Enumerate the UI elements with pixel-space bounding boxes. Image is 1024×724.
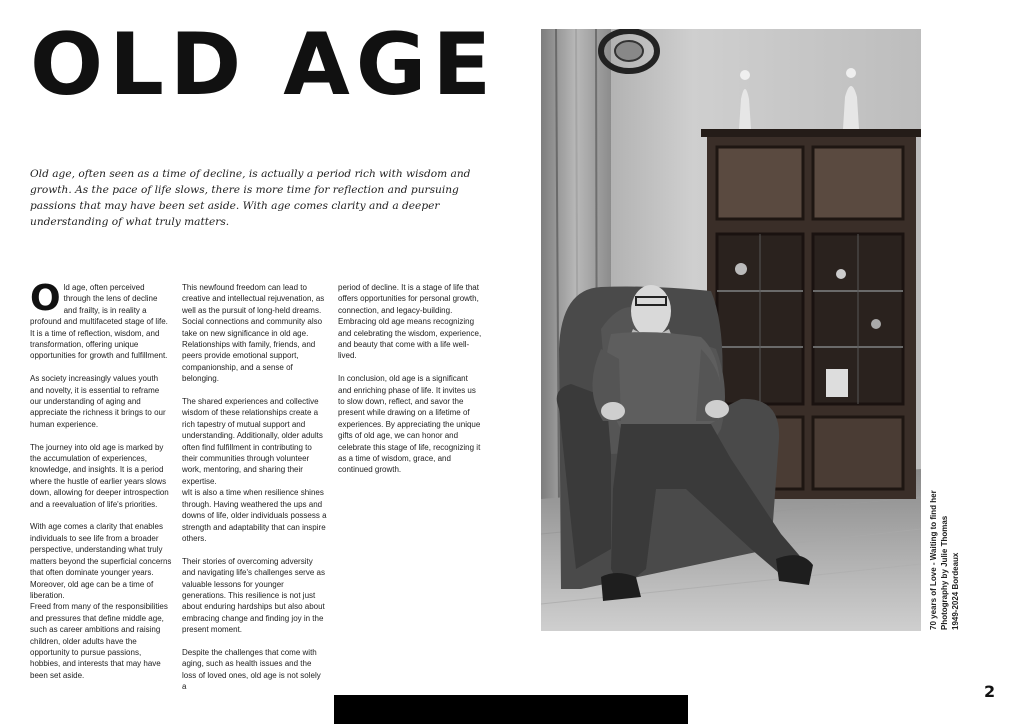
intro-paragraph: Old age, often seen as a time of decline, is actually a period rich with wisdom and growth. As the pace of life slows, there is more time for reflection and pursuing passions that may have been set aside. With age comes clarity and a deeper understanding of what truly matters. [30, 168, 471, 228]
article-column-3 [338, 282, 483, 487]
article-paragraph [30, 278, 172, 362]
article-paragraph [182, 396, 327, 544]
caption-line: 70 years of Love - Waiting to find her [929, 490, 938, 630]
paragraph-text: wIt is also a time when resilience shines through. Having weathered the ups and downs of life, older individuals possess a strength and adaptability that can inspire others. [182, 488, 327, 543]
paragraph-text: ld age, often perceived through the lens of decline and frailty, is in reality a profound and multifaceted stage of life. It is a time of reflection, wisdom, and transformation, offering unique opportunities for growth and fulfillment. [30, 283, 168, 361]
article-column-1 [30, 278, 172, 693]
article-paragraph: Their stories of overcoming adversity and navigating life's challenges serve as valuable lessons for younger generations. This resilience is not just about enduring hardships but also about embracing change and finding joy in the present moment. [182, 556, 325, 635]
drop-cap: O [30, 278, 61, 319]
caption-line: 1949-2024 Bordeaux [951, 552, 960, 630]
page-title: OLD AGE [30, 15, 498, 115]
caption-line: Photography by Julie Thomas [940, 515, 949, 630]
article-paragraph [182, 282, 327, 385]
paragraph-text: The shared experiences and collective wisdom of these relationships create a rich tapestry of mutual support and understanding. Additionally, older adults often find fulfillment in contributing to their communities through volunteer work, mentoring, and sharing their expertise. [182, 397, 323, 486]
article-paragraph [30, 521, 172, 681]
article-paragraph: In conclusion, old age is a significant and enriching phase of life. It invites us to slow down, reflect, and savor the present while drawing on a lifetime of experiences. By appreciating the unique gifts of old age, we can honor and celebrate this stage of life, recognizing it as a time of wisdom, grace, and continued growth. [338, 374, 481, 475]
photo-caption [928, 490, 961, 630]
paragraph-text: Freed from many of the responsibilities and pressures that define middle age, such as career ambitions and raising children, older adults have the opportunity to pursue passions, hobbies, and interests that may have been set aside. [30, 602, 168, 680]
bottom-black-bar [334, 695, 688, 724]
portrait-photo [541, 29, 921, 631]
page-number: 2 [984, 682, 996, 701]
paragraph-text: This newfound freedom can lead to creative and intellectual rejuvenation, as well as the pursuit of long-held dreams. [182, 283, 325, 315]
article-paragraph: Despite the challenges that come with aging, such as health issues and the loss of loved ones, old age is not solely a [182, 647, 321, 692]
paragraph-text: Social connections and community also take on new significance in old age. Relationships with family, friends, and peers provide emotional support, companionship, and a sense of belonging. [182, 317, 323, 384]
article-paragraph: period of decline. It is a stage of life that offers opportunities for personal growth, connection, and legacy-building. Embracing old age means recognizing and celebrating the wisdom, experience, and beauty that come with a life well-lived. [338, 283, 482, 361]
article-column-2 [182, 282, 327, 704]
paragraph-text: With age comes a clarity that enables individuals to see life from a broader perspective, understanding what truly matters beyond the superficial concerns that often dominate younger years. Moreover, old age can be a time of liberation. [30, 522, 172, 600]
article-paragraph: The journey into old age is marked by the accumulation of experiences, knowledge, and insights. It is a period where the hustle of earlier years slows down, allowing for deeper introspection and a reevaluation of life's priorities. [30, 442, 169, 509]
article-paragraph: As society increasingly values youth and novelty, it is essential to reframe our understanding of aging and appreciate the richness it brings to our human experience. [30, 374, 166, 429]
